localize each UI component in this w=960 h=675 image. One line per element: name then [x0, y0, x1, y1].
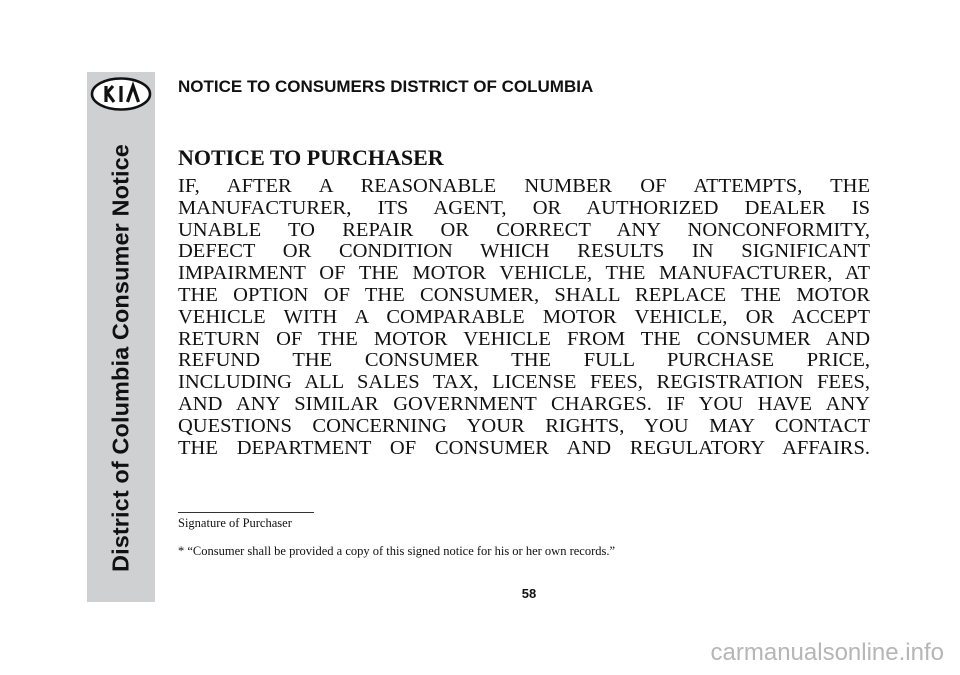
- sidebar-section-title: District of Columbia Consumer Notice: [107, 144, 134, 572]
- page-number: 58: [521, 586, 537, 601]
- notice-line: REFUND THE CONSUMER THE FULL PURCHASE PRICE,: [178, 350, 870, 372]
- notice-body: [178, 176, 870, 459]
- notice-line: DEFECT OR CONDITION WHICH RESULTS IN SIGNIFICANT: [178, 241, 870, 263]
- notice-line: INCLUDING ALL SALES TAX, LICENSE FEES, REGISTRATION FEES,: [178, 372, 870, 394]
- notice-line: MANUFACTURER, ITS AGENT, OR AUTHORIZED DEALER IS: [178, 197, 870, 219]
- notice-heading: NOTICE TO PURCHASER: [178, 145, 444, 170]
- footnote: * “Consumer shall be provided a copy of this signed notice for his or her own records.”: [178, 544, 616, 558]
- notice-line: AND ANY SIMILAR GOVERNMENT CHARGES. IF YOU HAVE ANY: [178, 393, 870, 415]
- notice-line: RETURN OF THE MOTOR VEHICLE FROM THE CONSUMER AND: [178, 328, 870, 350]
- notice-line: IF, AFTER A REASONABLE NUMBER OF ATTEMPTS, THE: [178, 176, 870, 197]
- notice-line: THE OPTION OF THE CONSUMER, SHALL REPLACE THE MOTOR: [178, 284, 870, 306]
- notice-line: VEHICLE WITH A COMPARABLE MOTOR VEHICLE, OR ACCEPT: [178, 306, 870, 328]
- page-header: NOTICE TO CONSUMERS DISTRICT OF COLUMBIA: [178, 77, 594, 96]
- notice-line: THE DEPARTMENT OF CONSUMER AND REGULATORY AFFAIRS.: [178, 437, 870, 459]
- watermark: carmanualsonline.info: [710, 639, 944, 666]
- notice-line: UNABLE TO REPAIR OR CORRECT ANY NONCONFORMITY,: [178, 219, 870, 241]
- notice-line: IMPAIRMENT OF THE MOTOR VEHICLE, THE MANUFACTURER, AT: [178, 263, 870, 285]
- signature-line: [178, 512, 314, 513]
- signature-label: Signature of Purchaser: [178, 516, 292, 530]
- notice-line: QUESTIONS CONCERNING YOUR RIGHTS, YOU MAY CONTACT: [178, 415, 870, 437]
